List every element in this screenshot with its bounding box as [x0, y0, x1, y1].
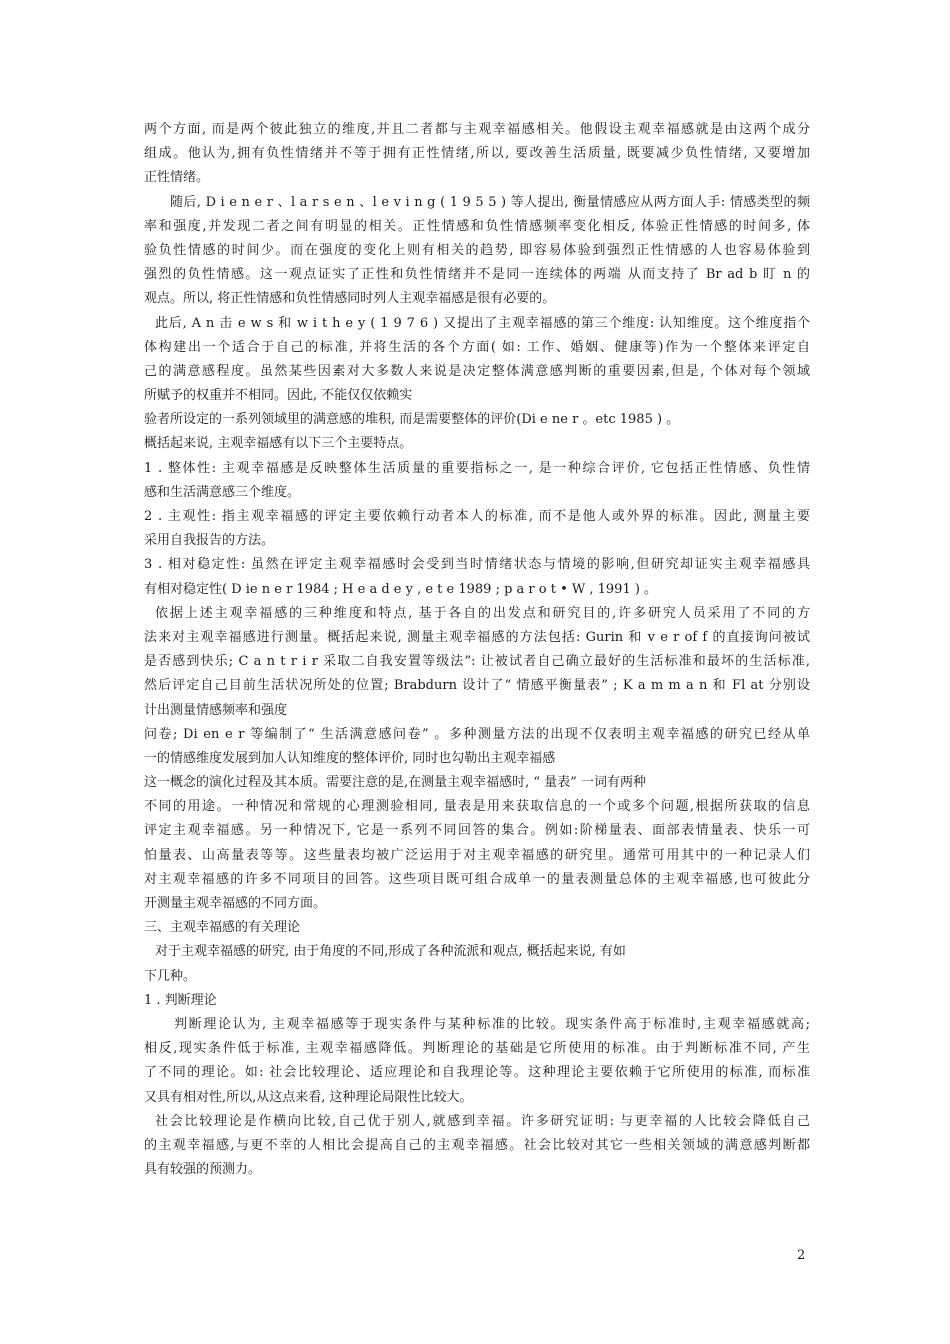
text-line: 法来对主观幸福感进行测量。概括起来说, 测量主观幸福感的方法包括: Gurin 和 v e r of f 的直接询问被试	[144, 629, 810, 645]
text-line: 依据上述主观幸福感的三种维度和特点, 基于各自的出发点和研究目的,许多研究人员采用了不同的方	[155, 605, 810, 621]
text-line: 对主观幸福感的许多不同项目的回答。这些项目既可组合成单一的量表测量总体的主观幸福感,也可彼此分	[144, 871, 810, 887]
text-line: 随后, D i e n e r 、l a r s e n 、l e v i n g ( 1 9 5 5 ) 等人提出, 衡量情感应从两方面人手: 情感类型的频	[170, 194, 810, 210]
text-line: 有相对稳定性( D ie n e r 1984 ; H e a d e y , e t e 1989 ; p a r o t • W , 1991 ) 。	[144, 581, 658, 597]
text-line: 开测量主观幸福感的不同方面。	[144, 896, 327, 911]
text-line: 3 . 相对稳定性: 虽然在评定主观幸福感时会受到当时情绪状态与情境的影响,但研究却证实主观幸福感具	[144, 557, 810, 573]
text-line: 问卷; Di en e r 等编制了“ 生活满意感问卷” 。多种测量方法的出现不仅表明主观幸福感的研究已经从单	[144, 726, 810, 742]
text-line: 1 . 判断理论	[144, 992, 217, 1008]
text-line: 2 . 主观性: 指主观幸福感的评定主要依赖行动者本人的标准, 而不是他人或外界的标准。因此, 测量主要	[144, 509, 810, 524]
text-line: 所赋予的权重并不相同。因此, 不能仅仅依赖实	[144, 388, 413, 404]
text-line: 1 . 整体性: 主观幸福感是反映整体生活质量的重要指标之一, 是一种综合评价, 它包括正性情感、负性情	[144, 460, 810, 476]
text-line: 体构建出一个适合于自己的标准, 并将生活的各个方面( 如: 工作、婚姻、健康等)作为一个整体来评定自	[144, 339, 810, 355]
text-line: 评定主观幸福感。另一种情况下, 它是一系列不同回答的集合。例如:阶梯量表、面部表情量表、快乐一可	[144, 823, 810, 839]
text-line: 采用自我报告的方法。	[144, 533, 275, 549]
text-line: 一的情感维度发展到加人认知维度的整体评价, 同时也勾勒出主观幸福感	[144, 750, 556, 766]
text-line: 的主观幸福感,与更不幸的人相比会提高自己的主观幸福感。社会比较对其它一些相关领域的满意感判断都	[144, 1137, 810, 1153]
text-line: 强烈的负性情感。这一观点证实了正性和负性情绪并不是同一连续体的两端 从而支持了 Br ad b 盯 n 的	[144, 267, 810, 283]
text-line: 怕量表、山高量表等等。这些量表均被广泛运用于对主观幸福感的研究里。通常可用其中的一种记录人们	[144, 847, 810, 863]
text-line: 是否感到快乐; C a n t r i r 采取二自我安置等级法”: 让被试者自己确立最好的生活标准和最坏的生活标准,	[144, 654, 810, 670]
text-line: 对于主观幸福感的研究, 由于角度的不同,形成了各种流派和观点, 概括起来说, 有如	[155, 944, 626, 960]
page-number: 2	[797, 1248, 806, 1263]
text-line: 正性情绪。	[144, 170, 210, 186]
text-line: 了不同的理论。如: 社会比较理论、适应理论和自我理论等。这种理论主要依赖于它所使用的标准, 而标准	[144, 1065, 810, 1081]
text-line: 三、主观幸福感的有关理论	[144, 920, 301, 936]
text-line: 感和生活满意感三个维度。	[144, 484, 301, 500]
text-line: 不同的用途。一种情况和常规的心理测验相同, 量表是用来获取信息的一个或多个问题,根据所获取的信息	[144, 799, 810, 815]
text-line: 组成。他认为,拥有负性情绪并不等于拥有正性情绪,所以, 要改善生活质量, 既要减少负性情绪, 又要增加	[144, 146, 810, 162]
text-line: 又具有相对性,所以,从这点来看, 这种理论局限性比较大。	[144, 1089, 473, 1105]
text-line: 验者所设定的一系列领域里的满意感的堆积, 而是需要整体的评价(Di e ne r 。etc 1985 ) 。	[144, 412, 680, 428]
text-line: 验负性情感的时间少。而在强度的变化上则有相关的趋势, 即容易体验到强烈正性情感的人也容易体验到	[144, 242, 810, 258]
text-line: 概括起来说, 主观幸福感有以下三个主要特点。	[144, 436, 413, 452]
text-line: 观点。所以, 将正性情感和负性情感同时列人主观幸福感是很有必要的。	[144, 291, 556, 307]
text-line: 己的满意感程度。虽然某些因素对大多数人来说是决定整体满意感判断的重要因素,但是, 个体对每个领域	[144, 363, 810, 379]
text-line: 判断理论认为, 主观幸福感等于现实条件与某种标准的比较。现实条件高于标准时,主观幸福感就高;	[174, 1016, 810, 1032]
text-line: 率和强度,并发现二者之间有明显的相关。正性情感和负性情感频率变化相反, 体验正性情感的时间多, 体	[144, 218, 810, 234]
text-line: 然后评定自己目前生活状况所处的位置; Brabdurn 设计了“ 情感平衡量表” ; K a m m a n 和 Fl at 分别设	[144, 678, 810, 694]
text-line: 两个方面, 而是两个彼此独立的维度,并且二者都与主观幸福感相关。他假设主观幸福感就是由这两个成分	[144, 122, 810, 137]
text-line: 具有较强的预测力。	[144, 1162, 262, 1178]
text-line: 这一概念的演化过程及其本质。需要注意的是,在测量主观幸福感时, “ 量表” 一词有两种	[144, 775, 646, 791]
text-line: 计出测量情感频率和强度	[144, 702, 288, 718]
text-line: 此后, A n 击 e w s 和 w i t h e y ( 1 9 7 6 ) 又提出了主观幸福感的第三个维度: 认知维度。这个维度指个	[155, 315, 810, 331]
text-line: 社会比较理论是作横向比较,自己优于别人,就感到幸福。许多研究证明: 与更幸福的人比较会降低自己	[155, 1113, 810, 1129]
text-line: 相反,现实条件低于标准, 主观幸福感降低。判断理论的基础是它所使用的标准。由于判断标准不同, 产生	[144, 1041, 810, 1057]
text-line: 下几种。	[144, 968, 197, 984]
document-body	[144, 118, 810, 1182]
